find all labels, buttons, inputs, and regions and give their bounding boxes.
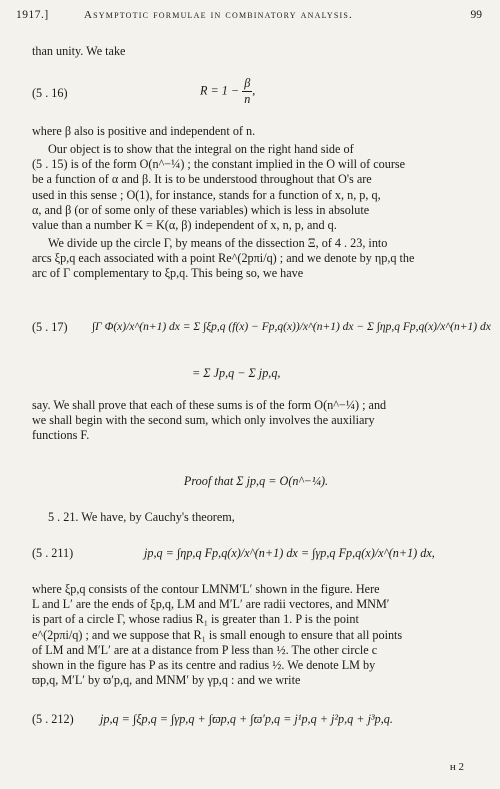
equation-body: jp,q = ∫ηp,q Fp,q(x)/x^(n+1) dx = ∫γp,q Fp,q(x)/x^(n+1) dx,: [144, 546, 435, 560]
equation-5-212: [32, 698, 480, 742]
text-line: functions F.: [32, 428, 90, 443]
equation-tail: ,: [252, 83, 256, 98]
header-year: 1917.]: [16, 9, 49, 21]
paragraph-1: than unity. We take: [32, 44, 126, 58]
paragraph-2: where β also is positive and independent of n.: [32, 124, 256, 138]
fraction: [242, 76, 252, 107]
text-line: shown in the figure has P as its centre and radius ½. We denote LM by: [32, 658, 376, 673]
proof-heading: Proof that Σ jp,q = O(n^−¼).: [183, 474, 329, 488]
text-line: used in this sense ; O(1), for instance, stands for a function of x, n, p, q,: [32, 187, 381, 202]
paragraph-7: [32, 582, 480, 688]
text-line: we shall begin with the second sum, which only involves the auxiliary: [32, 413, 375, 428]
equation-lhs: R = 1 −: [200, 83, 240, 98]
page-number: 99: [470, 9, 482, 21]
text-line: α, and β (or of some only of these variables) which is less in absolute: [32, 202, 370, 217]
text-line: ϖp,q, M′L′ by ϖ′p,q, and MNM′ by γp,q : and we write: [32, 673, 301, 688]
fraction-denominator: n: [244, 92, 251, 107]
text-line: say. We shall prove that each of these sums is of the form O(n^−¼) ; and: [32, 398, 387, 412]
text-line: L and L′ are the ends of ξp,q, LM and M′L′ are radii vectores, and MNM′: [32, 597, 390, 612]
text-line: (5 . 15) is of the form O(n^−¼) ; the constant implied in the O will of course: [32, 157, 406, 172]
running-header: [16, 8, 484, 24]
text-line: arc of Γ complementary to ξp,q. This being so, we have: [32, 266, 304, 281]
equation-5-17: [32, 300, 491, 390]
text-line: is part of a circle Γ, whose radius R₁ is greater than 1. P is the point: [32, 612, 359, 627]
signature-mark: н 2: [449, 761, 464, 773]
equation-label: (5 . 16): [32, 86, 68, 100]
equation-line-1: ∫Γ Φ(x)/x^(n+1) dx = Σ ∫ξp,q (f(x) − Fp,q(x))/x^(n+1) dx − Σ ∫ηp,q Fp,q(x)/x^(n+1) dx: [92, 321, 491, 333]
text-line: value than a number K = K(α, β) independent of x, n, p, and q.: [32, 218, 337, 233]
equation-label: (5 . 17): [32, 320, 68, 334]
equation-5-16: [32, 76, 480, 116]
paragraph-3: [32, 142, 480, 233]
paragraph-5: [32, 398, 480, 444]
text-line: be a function of α and β. It is to be understood throughout that O's are: [32, 172, 372, 187]
equation-5-211: [32, 536, 480, 576]
text-line: arcs ξp,q each associated with a point Re^(2pπi/q) ; and we denote by ηp,q the: [32, 251, 415, 266]
paragraph-6: 5 . 21. We have, by Cauchy's theorem,: [48, 510, 235, 524]
text-line: e^(2pπi/q) ; and we suppose that R₁ is small enough to ensure that all points: [32, 627, 403, 642]
fraction-numerator: β: [242, 76, 252, 92]
text-line: where ξp,q consists of the contour LMNM′L′ shown in the figure. Here: [32, 582, 380, 596]
equation-label: (5 . 212): [32, 712, 74, 726]
equation-line-2: = Σ Jp,q − Σ jp,q,: [192, 366, 281, 380]
equation-label: (5 . 211): [32, 546, 74, 560]
text-line: Our object is to show that the integral on the right hand side of: [48, 142, 354, 156]
paragraph-4: [32, 236, 480, 282]
text-line: We divide up the circle Γ, by means of the dissection Ξ, of 4 . 23, into: [48, 236, 388, 250]
text-line: of LM and M′L′ are at a distance from P less than ½. The other circle c: [32, 642, 378, 657]
equation-body: jp,q = ∫ξp,q = ∫γp,q + ∫ϖp,q + ∫ϖ′p,q = j¹p,q + j²p,q + j³p,q.: [100, 712, 393, 726]
equation-body: [200, 76, 255, 107]
header-title: Asymptotic formulae in combinatory analysis.: [84, 9, 353, 21]
